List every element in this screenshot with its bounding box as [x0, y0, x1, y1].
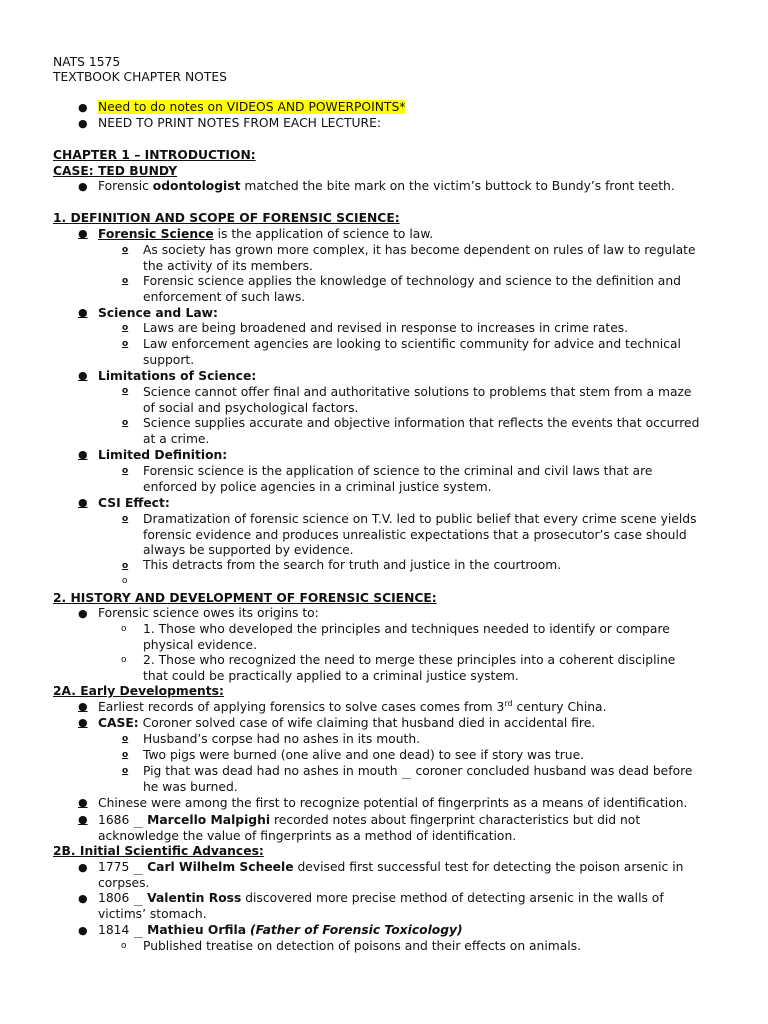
- bullet-icon: ●: [78, 496, 88, 509]
- sub-item: Published treatise on detection of poisons and their effects on animals.: [143, 939, 582, 953]
- science-law-label: Science and Law:: [98, 306, 218, 320]
- sub-bullet-icon: o: [122, 750, 129, 760]
- bullet-icon: ●: [78, 117, 88, 130]
- sub-bullet-icon: o: [122, 576, 128, 586]
- sub-item-cont: support.: [143, 353, 195, 367]
- sub-item-cont: enforced by police agencies in a criminal justice system.: [143, 480, 492, 494]
- todo-item-highlighted: Need to do notes on VIDEOS AND POWERPOINTS*: [98, 100, 406, 114]
- sub-bullet-icon: o: [122, 418, 129, 428]
- course-code: NATS 1575: [53, 55, 121, 69]
- sub-bullet-icon: o: [121, 941, 127, 951]
- bullet-icon: ●: [78, 607, 88, 620]
- forensic-science-item: Forensic Science is the application of science to law.: [98, 227, 434, 241]
- sub-bullet-icon: o: [121, 655, 127, 665]
- sub-item-cont: physical evidence.: [143, 638, 257, 652]
- sub-bullet-icon: o: [122, 466, 129, 476]
- sub-item: Husband’s corpse had no ashes in its mouth.: [143, 732, 421, 746]
- limited-definition-label: Limited Definition:: [98, 448, 228, 462]
- sub-item: Law enforcement agencies are looking to scientific community for advice and technical: [143, 337, 681, 351]
- sub-item: 2. Those who recognized the need to merge these principles into a coherent discipline: [143, 653, 676, 667]
- earliest-records-item: Earliest records of applying forensics to solve cases comes from 3rd century China.: [98, 698, 607, 714]
- sub-item: Pig that was dead had no ashes in mouth ⎽ coroner concluded husband was dead before: [143, 763, 692, 783]
- bullet-icon: ●: [78, 716, 88, 729]
- bullet-icon: ●: [78, 369, 88, 382]
- orfila-item: 1814 ⎽ Mathieu Orfila (Father of Forensic Toxicology): [98, 922, 463, 942]
- arrow-icon: ⎽: [133, 929, 143, 939]
- sub-item: Forensic science applies the knowledge of technology and science to the definition and: [143, 274, 681, 288]
- sub-bullet-icon: o: [121, 624, 127, 634]
- sub-item: Forensic science is the application of science to the criminal and civil laws that are: [143, 464, 653, 478]
- scheele-item-cont: corpses.: [98, 876, 150, 890]
- sub-item: Dramatization of forensic science on T.V. led to public belief that every crime scene yields: [143, 512, 697, 526]
- bullet-icon: ●: [78, 796, 88, 809]
- sub-bullet-icon: o: [122, 245, 129, 255]
- sub-bullet-icon: o: [122, 514, 129, 524]
- sub-item-cont: enforcement of such laws.: [143, 290, 306, 304]
- bullet-icon: ●: [78, 892, 88, 905]
- malpighi-item: 1686 ⎽ Marcello Malpighi recorded notes about fingerprint characteristics but did not: [98, 812, 640, 832]
- case-item: CASE: Coroner solved case of wife claiming that husband died in accidental fire.: [98, 716, 596, 730]
- sub-item: Science supplies accurate and objective information that reflects the events that occurred: [143, 416, 700, 430]
- section-2-heading: 2. HISTORY AND DEVELOPMENT OF FORENSIC SCIENCE:: [53, 591, 437, 605]
- todo-item: NEED TO PRINT NOTES FROM EACH LECTURE:: [98, 116, 381, 130]
- arrow-icon: ⎽: [133, 897, 143, 907]
- ross-item-cont: victims’ stomach.: [98, 907, 207, 921]
- bullet-icon: ●: [78, 306, 88, 319]
- bundy-note: Forensic odontologist matched the bite mark on the victim’s buttock to Bundy’s front teeth.: [98, 179, 675, 193]
- bullet-icon: ●: [78, 700, 88, 713]
- sub-bullet-icon: o: [122, 323, 129, 333]
- chapter-heading: CHAPTER 1 – INTRODUCTION:: [53, 148, 256, 162]
- sub-item-cont: that could be practically applied to a criminal justice system.: [143, 669, 519, 683]
- bullet-icon: ●: [78, 448, 88, 461]
- malpighi-item-cont: acknowledge the value of fingerprints as a method of identification.: [98, 829, 517, 843]
- sub-item: Science cannot offer final and authoritative solutions to problems that stem from a maze: [143, 385, 692, 399]
- arrow-icon: ⎽: [402, 770, 412, 780]
- section-1-heading: 1. DEFINITION AND SCOPE OF FORENSIC SCIENCE:: [53, 211, 400, 225]
- sub-bullet-icon: o: [122, 561, 129, 571]
- sub-bullet-icon: o: [122, 276, 129, 286]
- sub-item-cont: he was burned.: [143, 780, 238, 794]
- section-2a-heading: 2A. Early Developments:: [53, 684, 224, 698]
- section-2b-heading: 2B. Initial Scientific Advances:: [53, 844, 264, 858]
- bullet-icon: ●: [78, 180, 88, 193]
- bullet-icon: ●: [78, 861, 88, 874]
- case-heading: CASE: TED BUNDY: [53, 164, 178, 178]
- limitations-label: Limitations of Science:: [98, 369, 257, 383]
- sub-item: This detracts from the search for truth and justice in the courtroom.: [143, 558, 562, 572]
- sub-bullet-icon: o: [122, 734, 129, 744]
- bullet-icon: ●: [78, 101, 88, 114]
- sub-item: 1. Those who developed the principles and techniques needed to identify or compare: [143, 622, 670, 636]
- scheele-item: 1775 ⎽ Carl Wilhelm Scheele devised first successful test for detecting the poison arsenic in: [98, 859, 683, 879]
- sub-item: Laws are being broadened and revised in response to increases in crime rates.: [143, 321, 629, 335]
- sub-item-cont: at a crime.: [143, 432, 210, 446]
- arrow-icon: ⎽: [133, 819, 143, 829]
- bullet-icon: ●: [78, 924, 88, 937]
- document-title: TEXTBOOK CHAPTER NOTES: [53, 70, 227, 84]
- sub-item-cont: always be supported by evidence.: [143, 543, 354, 557]
- ross-item: 1806 ⎽ Valentin Ross discovered more precise method of detecting arsenic in the walls of: [98, 890, 664, 910]
- sub-item: Two pigs were burned (one alive and one dead) to see if story was true.: [143, 748, 585, 762]
- bullet-icon: ●: [78, 813, 88, 826]
- bullet-icon: ●: [78, 227, 88, 240]
- sub-bullet-icon: o: [122, 339, 129, 349]
- sub-item-cont: forensic evidence and produces unrealistic expectations that a prosecutor’s case should: [143, 528, 687, 542]
- sub-item: As society has grown more complex, it has become dependent on rules of law to regulate: [143, 243, 696, 257]
- arrow-icon: ⎽: [133, 866, 143, 876]
- sub-item-cont: of social and psychological factors.: [143, 401, 359, 415]
- csi-effect-label: CSI Effect:: [98, 496, 170, 510]
- origins-item: Forensic science owes its origins to:: [98, 606, 319, 620]
- sub-bullet-icon: o: [122, 386, 129, 396]
- sub-item-cont: the activity of its members.: [143, 259, 313, 273]
- sub-bullet-icon: o: [122, 766, 129, 776]
- fingerprints-item: Chinese were among the first to recognize potential of fingerprints as a means of identification.: [98, 796, 688, 810]
